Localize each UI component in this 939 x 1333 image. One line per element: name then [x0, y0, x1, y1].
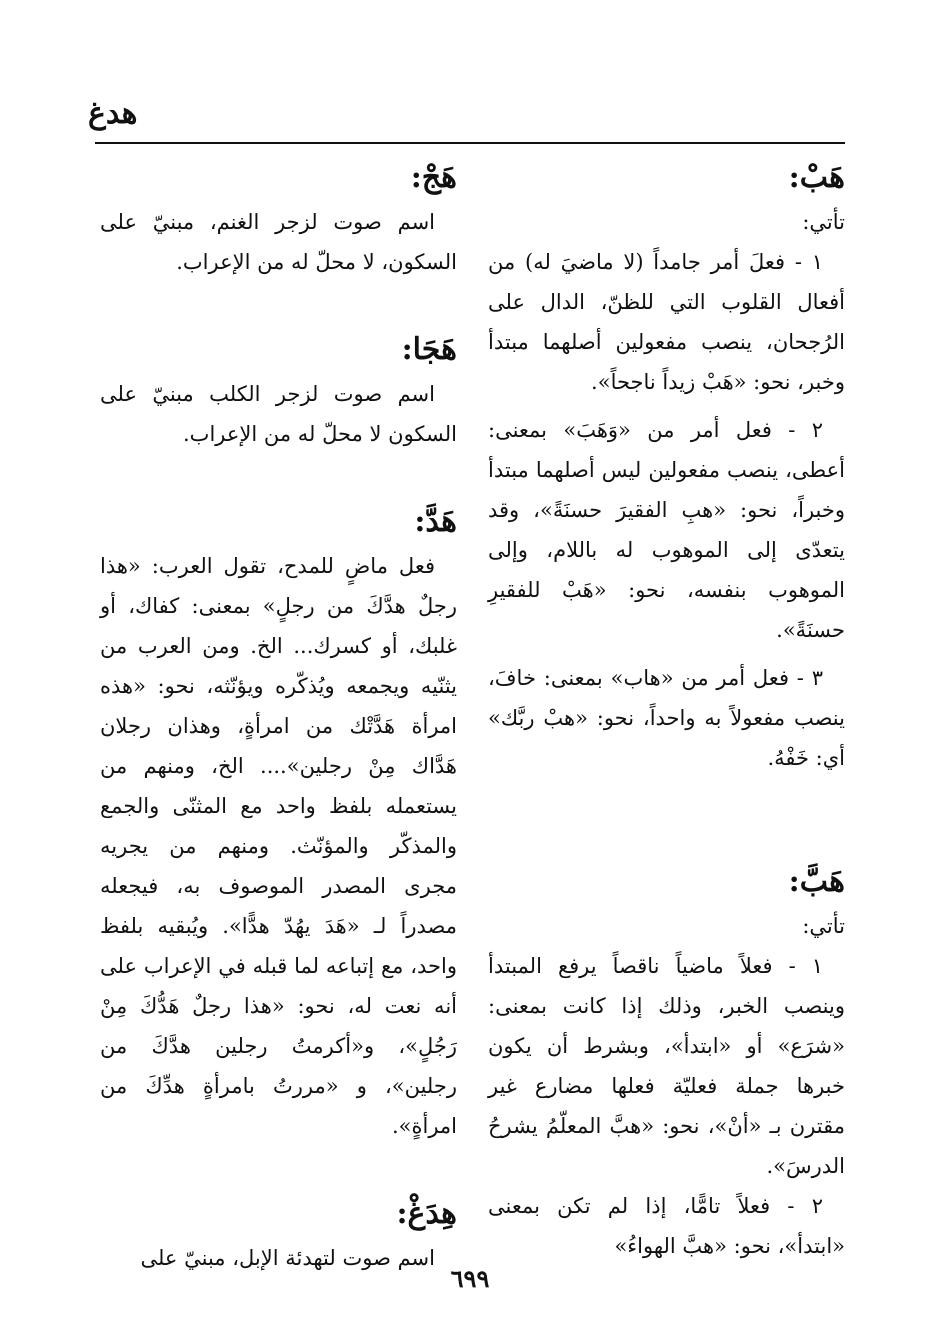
entry-title: هَدَّ:	[414, 504, 457, 539]
entry-title: هَبَّ:	[788, 864, 845, 899]
entry-habba	[488, 862, 845, 1266]
entry-hadda	[100, 502, 457, 1146]
entry-intro: تأتي:	[802, 210, 845, 234]
entry-item: ١ - فعلَ أمر جامداً (لا ماضيَ له) من أفعال القلوب التي للظنّ، الدال على الرُجحان، ينصب مفعولين أصلهما مبتدأ وخبر، نحو: «هَبْ زيداً ناجحاً».	[488, 250, 845, 394]
spacer	[100, 462, 457, 502]
entry-haja	[100, 330, 457, 454]
entry-hab	[488, 158, 845, 778]
entry-title: هَبْ:	[788, 160, 845, 195]
entry-intro: تأتي:	[802, 914, 845, 938]
header-rule	[95, 142, 845, 144]
entry-text: اسم صوت لتهدئة الإبل، مبنيّ على	[140, 1246, 435, 1270]
spacer	[488, 786, 845, 862]
entry-text: فعل ماضٍ للمدح، تقول العرب: «هذا رجلٌ هدَّكَ من رجلٍ» بمعنى: كفاك، أو غلبك، أو كسرك... الخ. ومن العرب من يثنّيه ويجمعه ويُذكّره ويؤنّثه، نحو: «هذه امرأة هَدَّتْك من امرأةٍ، وهذان رجلان هَدَّاك مِنْ رجلين».... الخ، ومنهم من يستعمله بلفظ واحد مع المثنّى والجمع والمذكّر والمؤنّث. ومنهم من يجريه مجرى المصدر الموصوف به، فيجعله مصدراً لـ «هَدَ يهُدّ هدًّا». ويُبقيه بلفظ واحد، مع إتباعه لما قبله في الإعراب على أنه نعت له، نحو: «هذا رجلٌ هَدُّكَ مِنْ رَجُلٍ»، و«أكرمتُ رجلين هدَّكَ من رجلين»، و «مررتُ بامرأةٍ هدِّكَ من امرأةٍ».	[100, 554, 457, 1138]
entry-text: اسم صوت لزجر الغنم، مبنيّ على السكون، لا محلّ له من الإعراب.	[100, 210, 457, 274]
left-column	[100, 158, 457, 1286]
page-number: ٦٩٩	[450, 1264, 490, 1293]
entry-text: اسم صوت لزجر الكلب مبنيّ على السكون لا محلّ له من الإعراب.	[100, 382, 457, 446]
entry-item: ٢ - فعل أمر من «وَهَبَ» بمعنى: أعطى، ينصب مفعولين ليس أصلهما مبتدأ وخبراً، نحو: «هبِ الفقيرَ حسنَةً»، وقد يتعدّى إلى الموهوب له باللام، وإلى الموهوب بنفسه، نحو: «هَبْ للفقيرِ حسنَةً».	[488, 418, 845, 642]
entry-item: ٢ - فعلاً تامًّا، إذا لم تكن بمعنى «ابتدأ»، نحو: «هبَّ الهواءُ»	[488, 1194, 845, 1258]
right-column	[488, 158, 845, 1274]
entry-hidagh	[100, 1194, 457, 1278]
entry-haj	[100, 158, 457, 282]
entry-title: هَجْ:	[410, 160, 457, 195]
running-header: هدغ	[88, 96, 138, 131]
entry-item: ٣ - فعل أمر من «هاب» بمعنى: خافَ، ينصب مفعولاً به واحداً، نحو: «هبْ ربَّك» أي: خَفْهُ.	[488, 666, 845, 770]
entry-title: هَجَا:	[401, 332, 457, 367]
entry-title: هِدَغْ:	[396, 1196, 457, 1231]
spacer	[100, 1154, 457, 1194]
entry-item: ١ - فعلاً ماضياً ناقصاً يرفع المبتدأ وينصب الخبر، وذلك إذا كانت بمعنى: «شرَع» أو «ابتدأ»، وبشرط أن يكون خبرها جملة فعليّة فعلها مضارع غير مقترن بـ «أنْ»، نحو: «هبَّ المعلّمُ يشرحُ الدرسَ».	[488, 954, 845, 1178]
spacer	[100, 290, 457, 330]
